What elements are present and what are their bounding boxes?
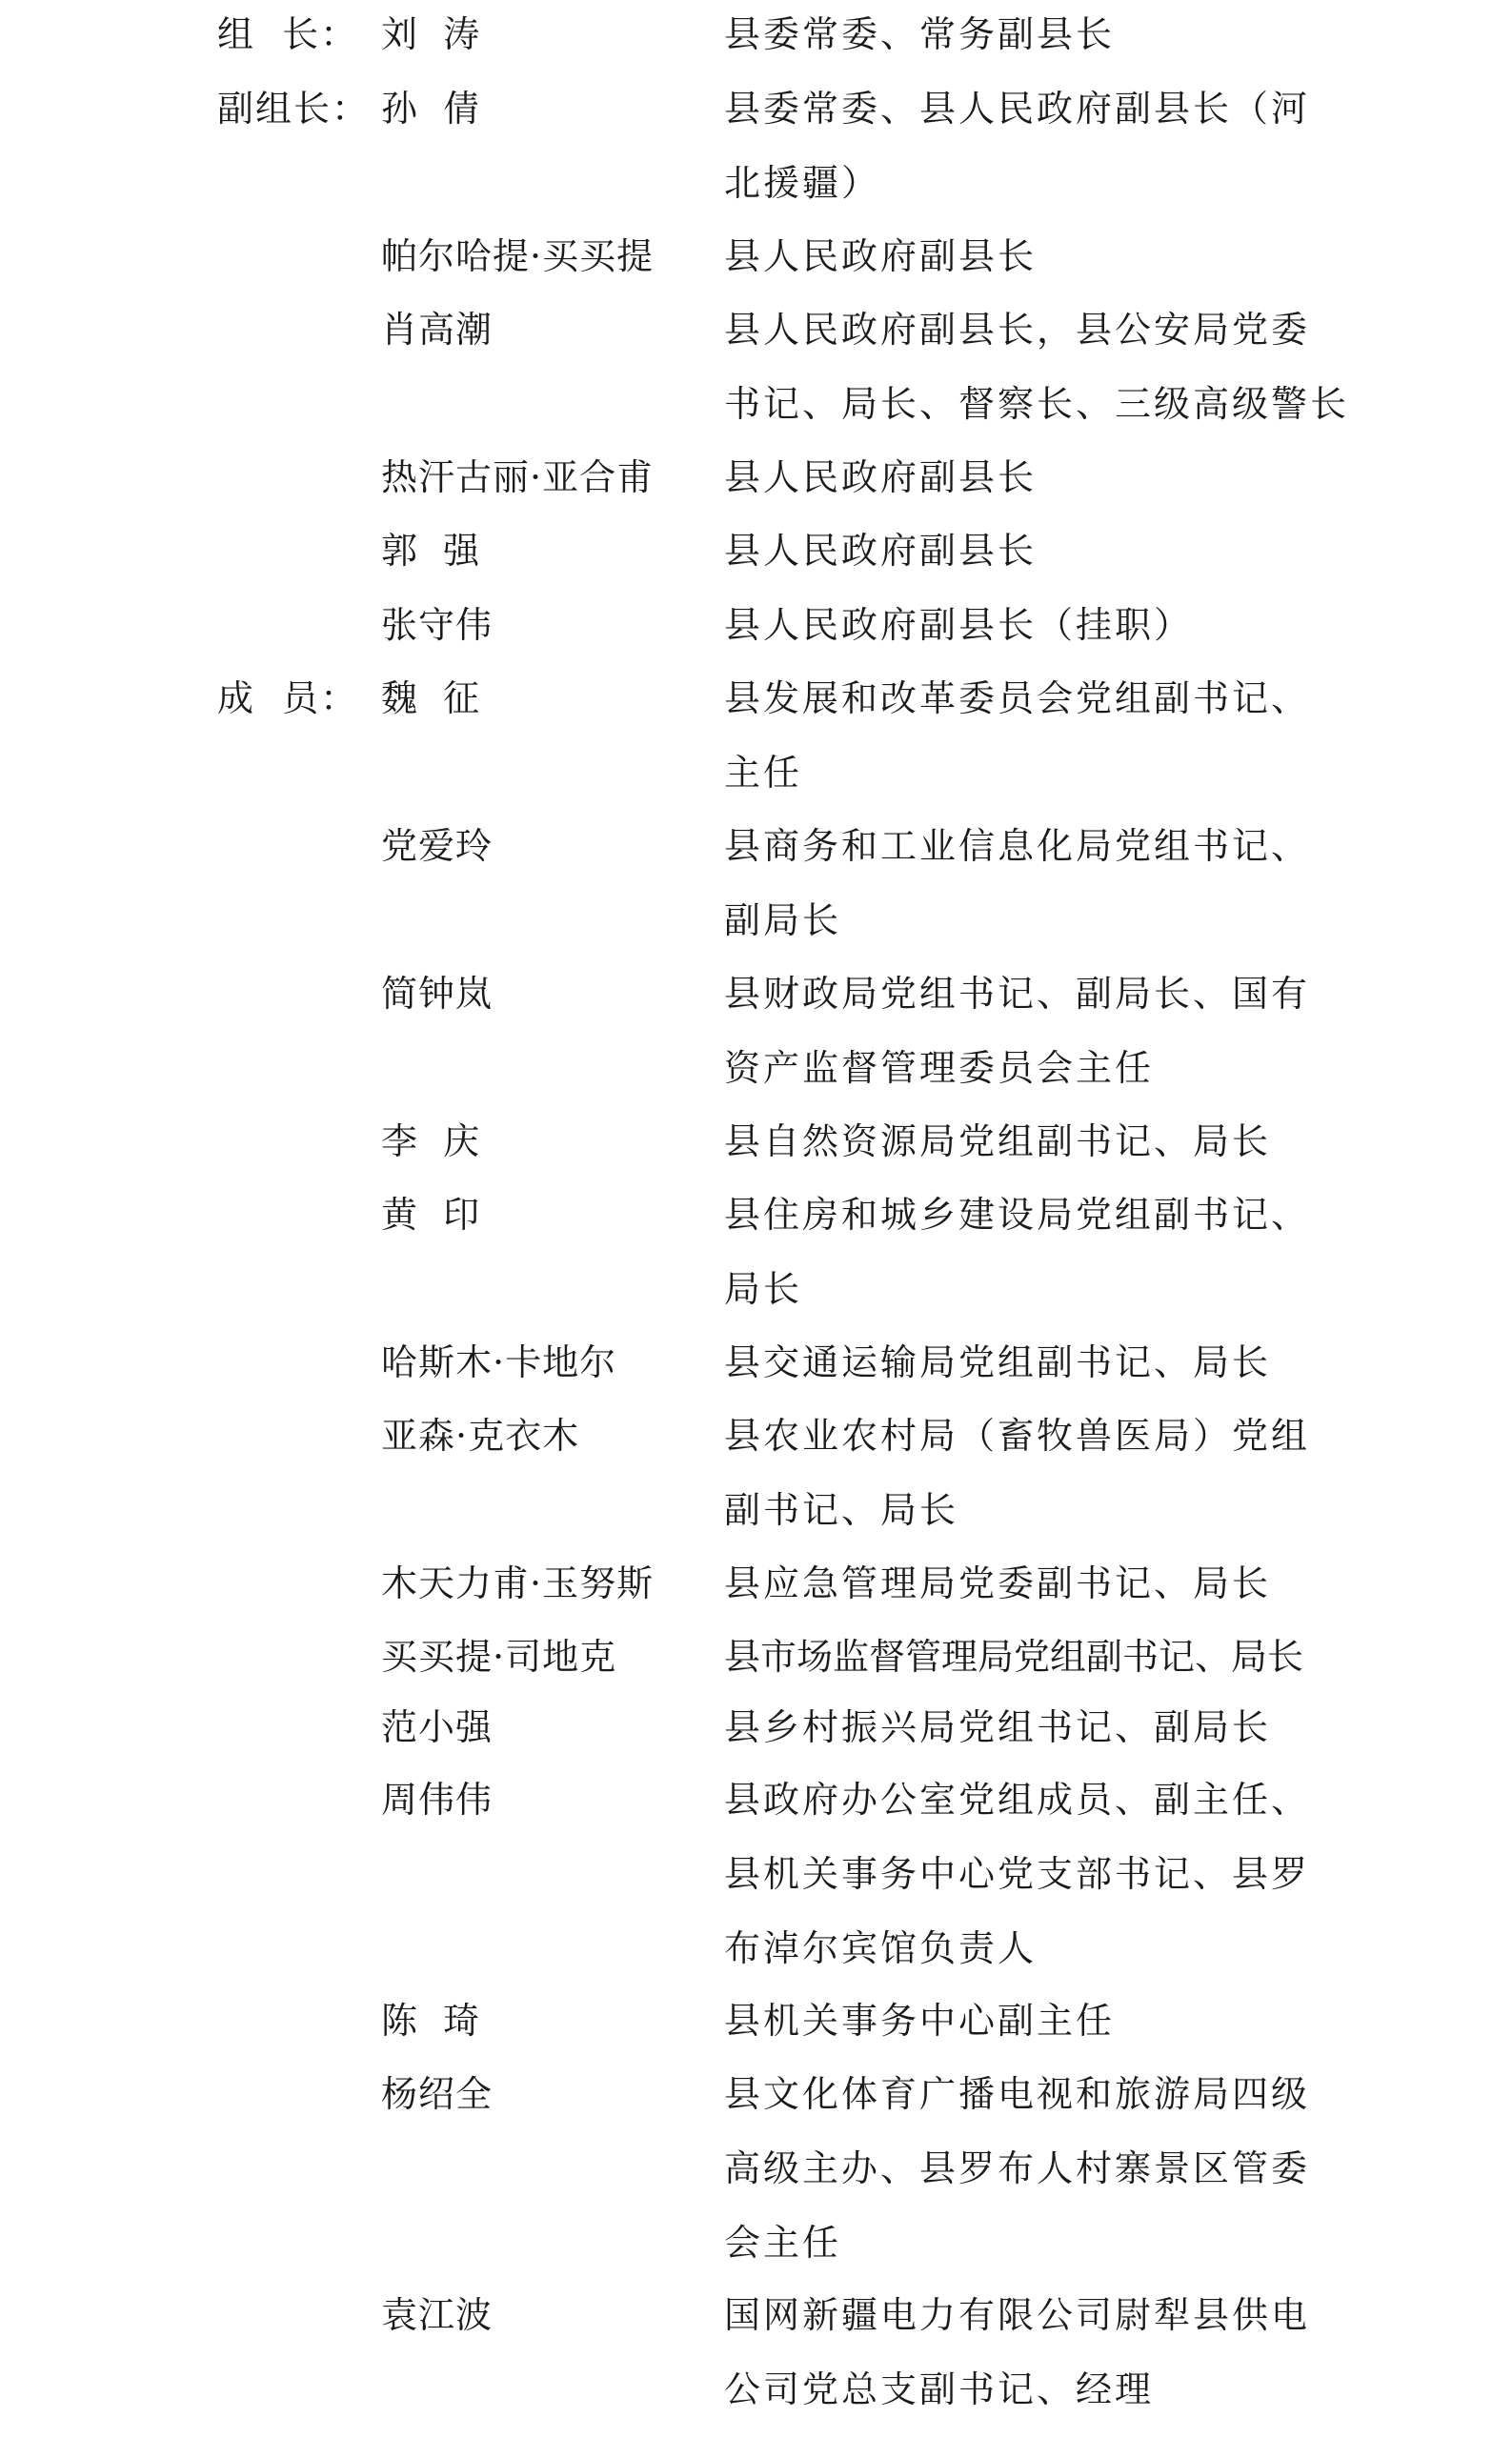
member-title-line: 县机关事务中心副主任	[724, 2000, 1116, 2042]
member-name: 帕尔哈提·买买提	[381, 235, 655, 277]
roster-row-member	[0, 1104, 1512, 1179]
member-title-line: 县委常委、县人民政府副县长（河	[724, 88, 1311, 130]
member-title-line: 县机关事务中心党支部书记、县罗	[724, 1853, 1311, 1895]
member-title-line: 会主任	[724, 2222, 842, 2264]
roster-row-member	[0, 2057, 1512, 2264]
roster-row-member	[0, 957, 1512, 1089]
member-title-line: 局长	[724, 1268, 803, 1310]
role-label-leader: 组 长：	[217, 13, 359, 55]
roster-row-member	[0, 1763, 1512, 1969]
member-title-line: 县财政局党组书记、副局长、国有	[724, 973, 1311, 1015]
member-title-line: 北援疆）	[724, 162, 881, 204]
roster-row-member	[0, 1178, 1512, 1310]
member-title	[724, 2057, 1315, 2280]
member-title-line: 县委常委、常务副县长	[724, 13, 1116, 55]
member-title-line: 县农业农村局（畜牧兽医局）党组	[724, 1415, 1311, 1457]
roster-row-member	[0, 1690, 1512, 1764]
member-title-line: 副书记、局长	[724, 1489, 959, 1531]
member-title-line: 县商务和工业信息化局党组书记、	[724, 825, 1311, 867]
member-name: 黄 印	[381, 1194, 481, 1236]
member-name: 刘 涛	[381, 13, 481, 55]
member-title	[724, 1546, 1315, 1621]
roster-row-member	[0, 809, 1512, 941]
member-title	[724, 1104, 1315, 1179]
member-title	[724, 71, 1315, 220]
member-name: 肖高潮	[381, 309, 494, 351]
roster-row-deputy	[0, 514, 1512, 588]
roster-row-member	[0, 1546, 1512, 1621]
roster-row-deputy	[0, 219, 1512, 293]
member-title	[724, 219, 1315, 293]
member-title	[724, 1325, 1315, 1400]
member-title-line: 书记、局长、督察长、三级高级警长	[724, 383, 1350, 425]
member-name: 范小强	[381, 1706, 494, 1748]
member-name: 张守伟	[381, 604, 494, 646]
member-title	[724, 588, 1315, 662]
roster-row-member	[0, 1620, 1512, 1694]
member-title-line: 主任	[724, 752, 803, 794]
member-title-line: 县人民政府副县长	[724, 456, 1038, 498]
member-name: 李 庆	[381, 1120, 481, 1162]
member-name: 袁江波	[381, 2294, 494, 2336]
roster-row-deputy	[0, 588, 1512, 662]
member-title-line: 县交通运输局党组副书记、局长	[724, 1341, 1272, 1383]
member-name: 杨绍全	[381, 2073, 494, 2115]
member-name: 孙 倩	[381, 88, 481, 130]
member-title-line: 县人民政府副县长（挂职）	[724, 604, 1194, 646]
member-name: 买买提·司地克	[381, 1636, 617, 1678]
member-title-line: 县乡村振兴局党组书记、副局长	[724, 1706, 1272, 1748]
roster-row-member	[0, 1325, 1512, 1400]
member-title	[724, 0, 1315, 71]
member-title	[724, 1984, 1315, 2058]
member-title-line: 公司党总支副书记、经理	[724, 2368, 1155, 2410]
member-name: 简钟岚	[381, 973, 494, 1015]
member-title	[724, 2278, 1315, 2427]
role-label-deputy: 副组长：	[217, 88, 371, 130]
member-title	[724, 1620, 1315, 1694]
member-title-line: 国网新疆电力有限公司尉犁县供电	[724, 2294, 1311, 2336]
member-title	[724, 440, 1315, 514]
member-title	[724, 514, 1315, 588]
member-name: 郭 强	[381, 530, 481, 572]
member-title-line: 县人民政府副县长	[724, 235, 1038, 277]
member-title-line: 副局长	[724, 899, 842, 941]
roster-row-leader	[0, 0, 1512, 71]
member-name: 木天力甫·玉努斯	[381, 1562, 655, 1604]
member-title-line: 县住房和城乡建设局党组副书记、	[724, 1194, 1311, 1236]
member-title	[724, 957, 1315, 1105]
member-name: 热汗古丽·亚合甫	[381, 456, 655, 498]
member-name: 亚森·克衣木	[381, 1415, 580, 1457]
member-title-line: 县人民政府副县长	[724, 530, 1038, 572]
roster-row-member	[0, 2278, 1512, 2410]
roster-row-deputy	[0, 440, 1512, 514]
member-title-line: 县政府办公室党组成员、副主任、	[724, 1779, 1311, 1821]
roster-row-member	[0, 661, 1512, 794]
member-title-line: 县发展和改革委员会党组副书记、	[724, 677, 1311, 719]
member-name: 陈 琦	[381, 2000, 481, 2042]
member-title-line: 资产监督管理委员会主任	[724, 1047, 1155, 1089]
member-title	[724, 1178, 1315, 1326]
member-title-line: 布淖尔宾馆负责人	[724, 1927, 1038, 1969]
member-name: 哈斯木·卡地尔	[381, 1341, 617, 1383]
member-title-line: 县市场监督管理局党组副书记、局长	[724, 1636, 1304, 1678]
member-title-line: 县文化体育广播电视和旅游局四级	[724, 2073, 1311, 2115]
member-title	[724, 292, 1350, 441]
roster-row-deputy	[0, 292, 1512, 425]
member-title	[724, 1690, 1315, 1764]
member-name: 周伟伟	[381, 1779, 494, 1821]
member-title-line: 高级主办、县罗布人村寨景区管委	[724, 2147, 1311, 2189]
member-title-line: 县应急管理局党委副书记、局长	[724, 1562, 1272, 1604]
member-name: 魏 征	[381, 677, 481, 719]
role-label-member: 成 员：	[217, 677, 359, 719]
member-title	[724, 1399, 1315, 1547]
roster-row-deputy	[0, 71, 1512, 204]
roster-row-member	[0, 1984, 1512, 2058]
member-title	[724, 809, 1315, 957]
member-title	[724, 1763, 1315, 1985]
member-name: 党爱玲	[381, 825, 494, 867]
roster-row-member	[0, 1399, 1512, 1531]
member-title	[724, 661, 1315, 810]
member-title-line: 县自然资源局党组副书记、局长	[724, 1120, 1272, 1162]
member-title-line: 县人民政府副县长，县公安局党委	[724, 309, 1311, 351]
